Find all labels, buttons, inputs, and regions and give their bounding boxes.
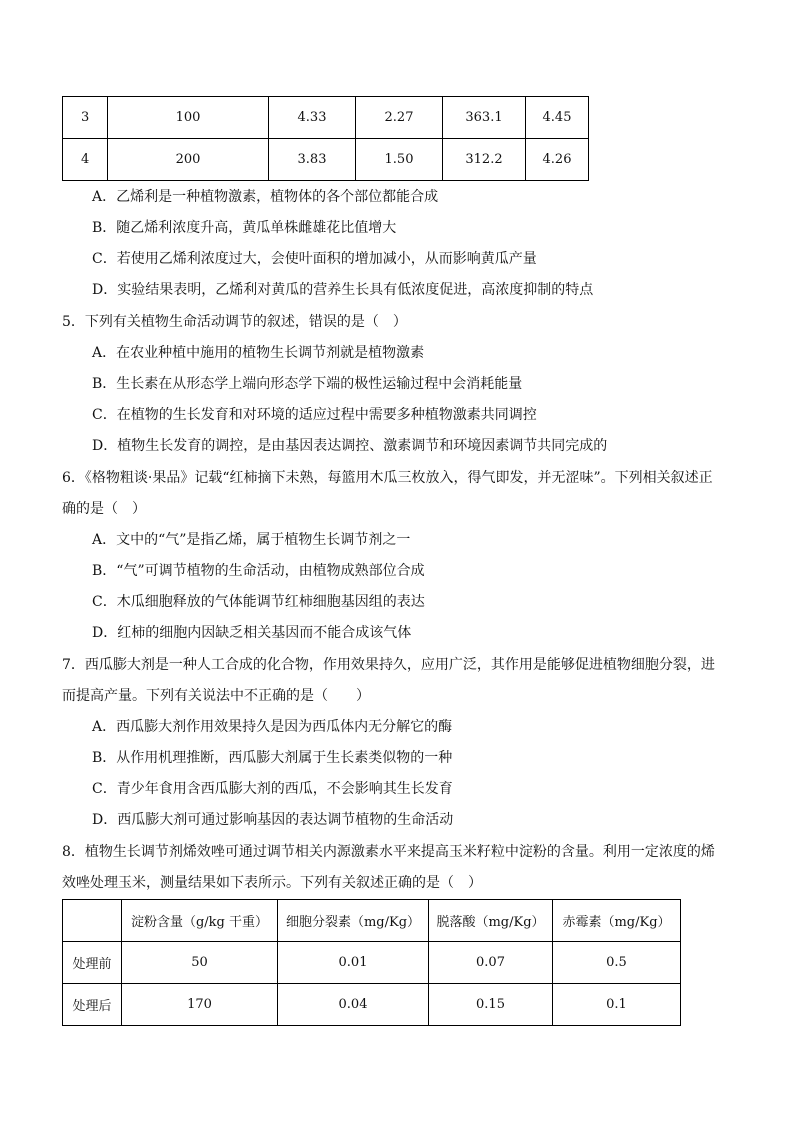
q5-option-b: B．生长素在从形态学上端向形态学下端的极性运输过程中会消耗能量: [92, 376, 523, 392]
q8-stem-line2: 效唑处理玉米，测量结果如下表所示。下列有关叙述正确的是（ ）: [62, 875, 482, 891]
table-cell: 0.15: [429, 984, 553, 1026]
results-table-2: [62, 899, 681, 1026]
table-cell: 170: [122, 984, 278, 1026]
table-cell: 2.27: [356, 97, 443, 139]
table-row: [63, 139, 589, 181]
q7-option-c: C．青少年食用含西瓜膨大剂的西瓜，不会影响其生长发育: [92, 781, 453, 797]
table-cell: 100: [108, 97, 269, 139]
q7-option-b: B．从作用机理推断，西瓜膨大剂属于生长素类似物的一种: [92, 750, 453, 766]
table-cell: 处理后: [63, 984, 122, 1026]
q6-option-b: B．“气”可调节植物的生命活动，由植物成熟部位合成: [92, 563, 425, 579]
q5-stem: 5．下列有关植物生命活动调节的叙述，错误的是（ ）: [62, 314, 407, 330]
q6-option-d: D．红柿的细胞内因缺乏相关基因而不能合成该气体: [92, 625, 412, 641]
table-cell: 处理前: [63, 942, 122, 984]
table-header-cell: 淀粉含量（g/kg 干重）: [122, 900, 278, 942]
table-cell: 50: [122, 942, 278, 984]
q5-option-d: D．植物生长发育的调控，是由基因表达调控、激素调节和环境因素调节共同完成的: [92, 438, 608, 454]
results-table-1: [62, 96, 589, 181]
table-cell: 4: [63, 139, 108, 181]
table-header-cell: [63, 900, 122, 942]
q7-stem-line2: 而提高产量。下列有关说法中不正确的是（ ）: [62, 688, 370, 704]
q6-stem-line1: 6．《格物粗谈·果品》记载“红柿摘下未熟，每篮用木瓜三枚放入，得气即发，并无涩味”。下列相关叙述正: [62, 470, 713, 486]
q6-option-c: C．木瓜细胞释放的气体能调节红柿细胞基因组的表达: [92, 594, 425, 610]
q7-option-d: D．西瓜膨大剂可通过影响基因的表达调节植物的生命活动: [92, 812, 454, 828]
table-header-cell: 赤霉素（mg/Kg）: [553, 900, 681, 942]
table-cell: 3.83: [269, 139, 356, 181]
table-cell: 0.1: [553, 984, 681, 1026]
q5-option-a: A．在农业种植中施用的植物生长调节剂就是植物激素: [92, 345, 425, 361]
q5-option-c: C．在植物的生长发育和对环境的适应过程中需要多种植物激素共同调控: [92, 407, 537, 423]
table-cell: 0.04: [278, 984, 429, 1026]
table-cell: 4.45: [526, 97, 589, 139]
table-cell: 0.5: [553, 942, 681, 984]
table-cell: 312.2: [443, 139, 526, 181]
q7-stem-line1: 7．西瓜膨大剂是一种人工合成的化合物，作用效果持久，应用广泛，其作用是能够促进植物细胞分裂，进: [62, 657, 715, 673]
table-header-cell: 脱落酸（mg/Kg）: [429, 900, 553, 942]
table-row: [63, 984, 681, 1026]
table-cell: 4.26: [526, 139, 589, 181]
q4-option-a: A．乙烯利是一种植物激素，植物体的各个部位都能合成: [92, 189, 439, 205]
table-cell: 363.1: [443, 97, 526, 139]
table-header-row: [63, 900, 681, 942]
table-cell: 4.33: [269, 97, 356, 139]
q4-option-d: D．实验结果表明，乙烯利对黄瓜的营养生长具有低浓度促进，高浓度抑制的特点: [92, 282, 594, 298]
table-row: [63, 942, 681, 984]
q6-option-a: A．文中的“气”是指乙烯，属于植物生长调节剂之一: [92, 532, 411, 548]
q6-stem-line2: 确的是（ ）: [62, 501, 146, 517]
table-cell: 3: [63, 97, 108, 139]
table-cell: 1.50: [356, 139, 443, 181]
q7-option-a: A．西瓜膨大剂作用效果持久是因为西瓜体内无分解它的酶: [92, 719, 453, 735]
table-header-cell: 细胞分裂素（mg/Kg）: [278, 900, 429, 942]
table-row: [63, 97, 589, 139]
q4-option-c: C．若使用乙烯利浓度过大，会使叶面积的增加减小，从而影响黄瓜产量: [92, 251, 537, 267]
table-cell: 0.01: [278, 942, 429, 984]
table-cell: 200: [108, 139, 269, 181]
table-cell: 0.07: [429, 942, 553, 984]
q8-stem-line1: 8．植物生长调节剂烯效唑可通过调节相关内源激素水平来提高玉米籽粒中淀粉的含量。利用一定浓度的烯: [62, 844, 715, 860]
q4-option-b: B．随乙烯利浓度升高，黄瓜单株雌雄花比值增大: [92, 220, 397, 236]
